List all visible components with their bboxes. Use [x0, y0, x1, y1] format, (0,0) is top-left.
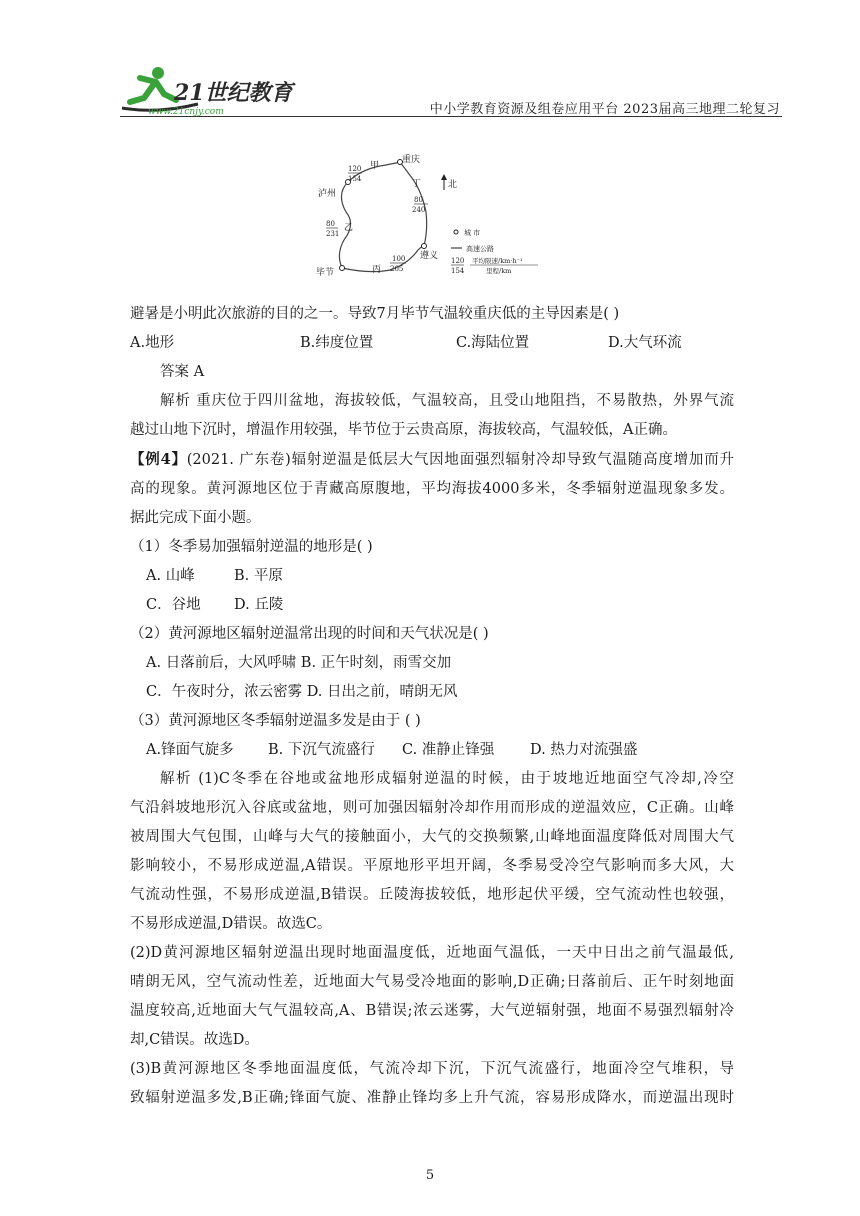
- analysis-1-line: 气流动性强，不易形成逆温,B错误。丘陵海拔较低，地形起伏平缓，空气流动性也较强，: [130, 887, 734, 903]
- north-arrow-icon: [441, 174, 447, 190]
- subquestion-1: （1）冬季易加强辐射逆温的地形是( ): [130, 539, 373, 555]
- analysis-line: 越过山地下沉时，增温作用较强，毕节位于云贵高原，海拔较高，气温较低，A正确。: [130, 422, 677, 438]
- site-logo: [118, 64, 298, 116]
- route-ding-dist: 240: [412, 206, 426, 214]
- example4-label: 【例4】: [130, 451, 187, 468]
- legend-speed-label: 平均限速/km·h⁻¹: [472, 257, 523, 265]
- route-jia-dist: 154: [348, 175, 362, 183]
- route-yi-label: 乙: [344, 223, 354, 233]
- analysis-1-line: 被周围大气包围，山峰与大气的接触面小，大气的交换频繁,山峰地面温度降低对周围大气: [130, 829, 734, 845]
- question-stem: 避暑是小明此次旅游的目的之一。导致7月毕节气温较重庆低的主导因素是( ): [130, 306, 620, 322]
- analysis-1-line: 解析 (1)C冬季在谷地或盆地形成辐射逆温的时候，由于坡地近地面空气冷却,冷空: [160, 771, 734, 787]
- city-chongqing: 重庆: [402, 155, 421, 165]
- analysis-1-line: 不易形成逆温,D错误。故选C。: [130, 916, 332, 932]
- analysis-1-line: 气沿斜坡地形沉入谷底或盆地，则可加强因辐射冷却作用而形成的逆温效应，C正确。山峰: [130, 800, 734, 816]
- logo-text: 21世纪教育: [174, 80, 293, 106]
- city-bijie-icon: [340, 266, 345, 271]
- header-title: 中小学教育资源及组卷应用平台 2023届高三地理二轮复习: [429, 102, 780, 117]
- answer: 答案 A: [160, 364, 205, 380]
- city-zunyi-icon: [422, 244, 427, 249]
- subquestion-1-options: A. 山峰 B. 平原: [146, 568, 283, 584]
- analysis-3-line: 致辐射逆温多发,B正确;锋面气旋、准静止锋均多上升气流，容易形成降水，而逆温出现时: [130, 1090, 734, 1106]
- subquestion-3: （3）黄河源地区冬季辐射逆温多发是由于 ( ): [130, 713, 421, 729]
- route-jia-label: 甲: [370, 161, 380, 171]
- route-ding-label: 丁: [412, 179, 422, 189]
- document-body: [130, 300, 734, 1113]
- route-yi-dist: 231: [326, 230, 340, 238]
- question-options: [130, 329, 734, 358]
- legend-sample-speed: 120: [451, 257, 465, 265]
- analysis-line: 解析 重庆位于四川盆地，海拔较低，气温较高，且受山地阻挡，不易散热，外界气流: [160, 393, 734, 409]
- legend-sample-dist: 154: [451, 267, 465, 275]
- analysis-3-line: (3)B黄河源地区冬季地面温度低，气流冷却下沉，下沉气流盛行，地面冷空气堆积，导: [130, 1061, 734, 1077]
- legend-city-icon: [454, 230, 458, 234]
- city-bijie: 毕节: [316, 268, 335, 278]
- legend-dist-label: 里程/km: [486, 267, 512, 275]
- subquestion-1-options: C．谷地 D. 丘陵: [146, 597, 284, 613]
- subquestion-2-options: C．午夜时分，浓云密雾 D. 日出之前，晴朗无风: [146, 684, 458, 700]
- analysis-2-line: (2)D黄河源地区辐射逆温出现时地面温度低，近地面气温低，一天中日出之前气温最低,: [130, 945, 734, 961]
- city-zunyi: 遵义: [420, 251, 439, 261]
- route-bing-dist: 205: [390, 265, 404, 273]
- subquestion-2-options: A. 日落前后，大风呼啸 B. 正午时刻，雨雪交加: [146, 655, 452, 671]
- route-ding-speed: 80: [414, 196, 423, 204]
- analysis-2-line: 却,C错误。故选D。: [130, 1032, 259, 1048]
- legend-highway: 高速公路: [466, 245, 494, 253]
- subquestion-2: （2）黄河源地区辐射逆温常出现的时间和天气状况是( ): [130, 626, 489, 642]
- option-b: B.纬度位置: [300, 335, 374, 351]
- route-yi-speed: 80: [326, 220, 335, 228]
- north-label: 北: [448, 180, 458, 190]
- page-header: [0, 0, 860, 125]
- example4-intro: 【例4】(2021. 广东卷)辐射逆温是低层大气因地面强烈辐射冷却导致气温随高度增加而升: [130, 451, 735, 468]
- option-c: C.海陆位置: [456, 335, 530, 351]
- example4-intro-line: 据此完成下面小题。: [130, 510, 261, 526]
- legend-city: 城 市: [464, 229, 481, 237]
- option-a: A.地形: [130, 335, 175, 351]
- route-bing-speed: 100: [392, 255, 406, 263]
- route-bing-label: 丙: [372, 265, 382, 275]
- option-d: D.大气环流: [608, 335, 682, 351]
- page-number: 5: [425, 1168, 435, 1183]
- analysis-2-line: 晴朗无风，空气流动性差，近地面大气易受冷地面的影响,D正确;日落前后、正午时刻地面: [130, 974, 734, 990]
- logo-url: www.21cnjy.com: [148, 107, 224, 117]
- subquestion-3-options: A.锋面气旋多 B. 下沉气流盛行 C. 准静止锋强 D. 热力对流强盛: [146, 742, 638, 758]
- example4-intro-line: 高的现象。黄河源地区位于青藏高原腹地，平均海拔4000多米，冬季辐射逆温现象多发。: [130, 481, 734, 497]
- city-luzhou: 泸州: [318, 189, 337, 199]
- analysis-1-line: 影响较小，不易形成逆温,A错误。平原地形平坦开阔，冬季易受冷空气影响而多大风，大: [130, 858, 734, 874]
- header-divider: [120, 116, 782, 117]
- route-map: [316, 150, 550, 282]
- route-jia-speed: 120: [348, 165, 362, 173]
- analysis-2-line: 温度较高,近地面大气气温较高,A、B错误;浓云迷雾，大气逆辐射强，地面不易强烈辐射冷: [130, 1003, 734, 1019]
